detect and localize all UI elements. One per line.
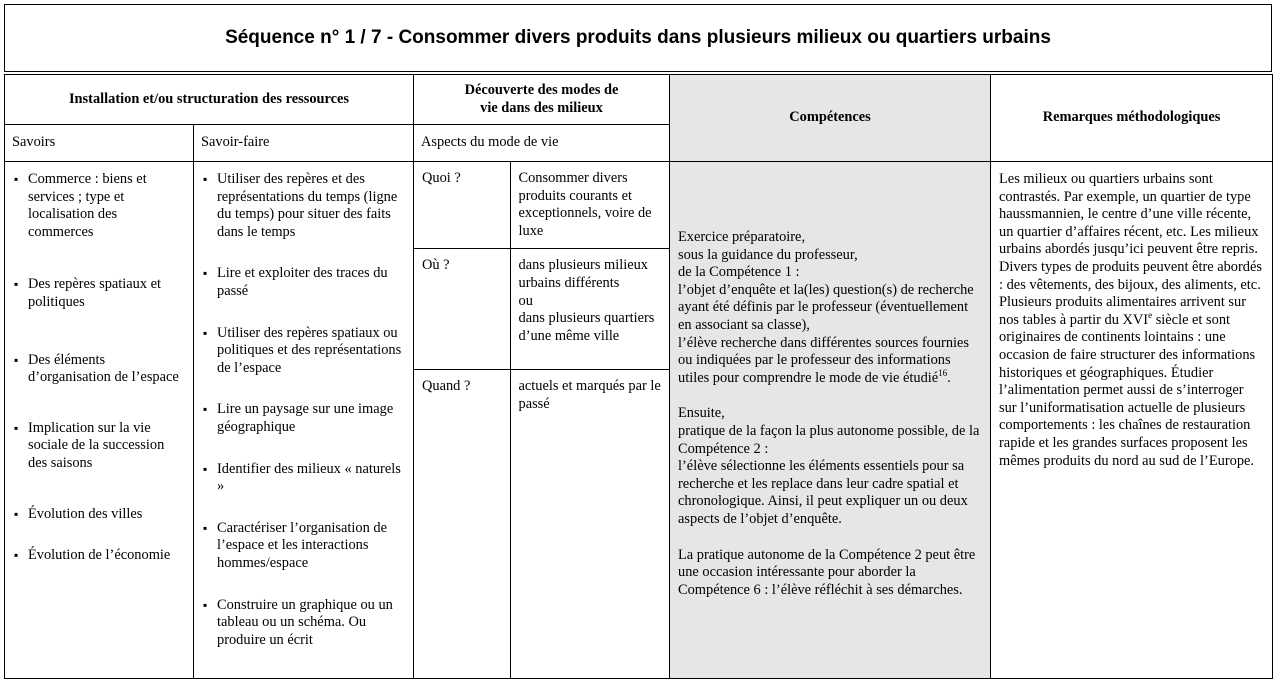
- header-decouverte: Découverte des modes de vie dans des milieux: [414, 75, 670, 125]
- savoir-faire-cell: [194, 162, 414, 679]
- competences-p3: La pratique autonome de la Compétence 2 peut être une occasion intéressante pour aborder la Compétence 6 : l’élève réfléchit à ses démarches.: [678, 546, 976, 598]
- list-item: ▪ Identifier des milieux « naturels »: [202, 461, 405, 496]
- list-item: ▪ Caractériser l’organisation de l’espace et les interactions hommes/espace: [202, 520, 405, 573]
- header-installation: Installation et/ou structuration des ressources: [5, 75, 414, 125]
- savoir-faire-list: [202, 171, 405, 649]
- list-item: ▪ Lire un paysage sur une image géographique: [202, 401, 405, 436]
- savoirs-list: [13, 171, 185, 565]
- aspect-key: Quoi ?: [414, 162, 510, 249]
- list-item: ▪ Construire un graphique ou un tableau ou un schéma. Ou produire un écrit: [202, 597, 405, 650]
- aspect-key: Quand ?: [414, 370, 510, 678]
- header-savoir-faire: Savoir-faire: [194, 125, 414, 162]
- remarques-cell: [991, 162, 1273, 679]
- title-box: [4, 4, 1272, 72]
- list-item: ▪ Des éléments d’organisation de l’espace: [13, 352, 185, 387]
- list-item: ▪ Évolution des villes: [13, 506, 185, 524]
- list-item: ▪ Commerce : biens et services ; type et localisation des commerces: [13, 171, 185, 241]
- list-item: ▪ Implication sur la vie sociale de la succession des saisons: [13, 420, 185, 473]
- header-remarques: Remarques méthodologiques: [991, 75, 1273, 162]
- competences-p2: Ensuite, pratique de la façon la plus autonome possible, de la Compétence 2 : l’élève sélectionne les éléments essentiels pour sa recherche et les replace dans leur cadre spatial et chronologique. Ainsi, il peut expliquer un ou deux aspects de l’objet d’enquête.: [678, 405, 980, 527]
- header-aspects: Aspects du mode de vie: [414, 125, 670, 162]
- aspect-value: dans plusieurs milieux urbains différents ou dans plusieurs quartiers d’une même ville: [510, 249, 669, 370]
- aspect-key: Où ?: [414, 249, 510, 370]
- aspect-value: actuels et marqués par le passé: [518, 378, 661, 412]
- sequence-table: [4, 74, 1273, 679]
- list-item: ▪ Utiliser des repères spatiaux ou politiques et des représentations de l’espace: [202, 325, 405, 378]
- competences-p1: Exercice préparatoire, sous la guidance du professeur, de la Compétence 1 : l’objet d’enquête et la(les) question(s) de recherche ayant été définis par le professeur (éventuellement en associant sa classe), l’élève recherche dans différentes sources fournies ou indiquées par le professeur des informations utiles pour comprendre le mode de vie étudié$^{16}$.: [678, 229, 974, 386]
- header-competences: Compétences: [670, 75, 991, 162]
- list-item: ▪ Des repères spatiaux et politiques: [13, 276, 185, 311]
- aspects-cell: [414, 162, 670, 679]
- savoirs-cell: [5, 162, 194, 679]
- competences-cell: [670, 162, 991, 679]
- aspects-table: [414, 162, 669, 678]
- aspect-value: Consommer divers produits courants et exceptionnels, voire de luxe: [510, 162, 669, 249]
- list-item: ▪ Utiliser des repères et des représentations du temps (ligne du temps) pour situer des faits dans le temps: [202, 171, 405, 241]
- page-title: Séquence n° 1 / 7 - Consommer divers produits dans plusieurs milieux ou quartiers urbains: [225, 27, 1051, 48]
- list-item: ▪ Évolution de l’économie: [13, 547, 185, 565]
- remarques-text: Les milieux ou quartiers urbains sont contrastés. Par exemple, un quartier de type haussmannien, le centre d’une ville récente, un quartier d’affaires récent, etc. Les milieux urbains abordés jusqu’ici peuvent être repris. Divers types de produits peuvent être abordés : des vêtements, des bijoux, des aliments, etc. Plusieurs produits alimentaires arrivent sur nos tables à partir du XVIe siècle et sont originaires de continents lointains : une occasion de faire structurer des informations historiques et géographiques. Étudier l’alimentation permet aussi de s’interroger sur l’uniformatisation actuelle de plusieurs comportements : les chaînes de restauration rapide et les grandes surfaces proposent les mêmes produits du nord au sud de l’Europe.: [999, 171, 1262, 469]
- list-item: ▪ Lire et exploiter des traces du passé: [202, 265, 405, 300]
- header-savoirs: Savoirs: [5, 125, 194, 162]
